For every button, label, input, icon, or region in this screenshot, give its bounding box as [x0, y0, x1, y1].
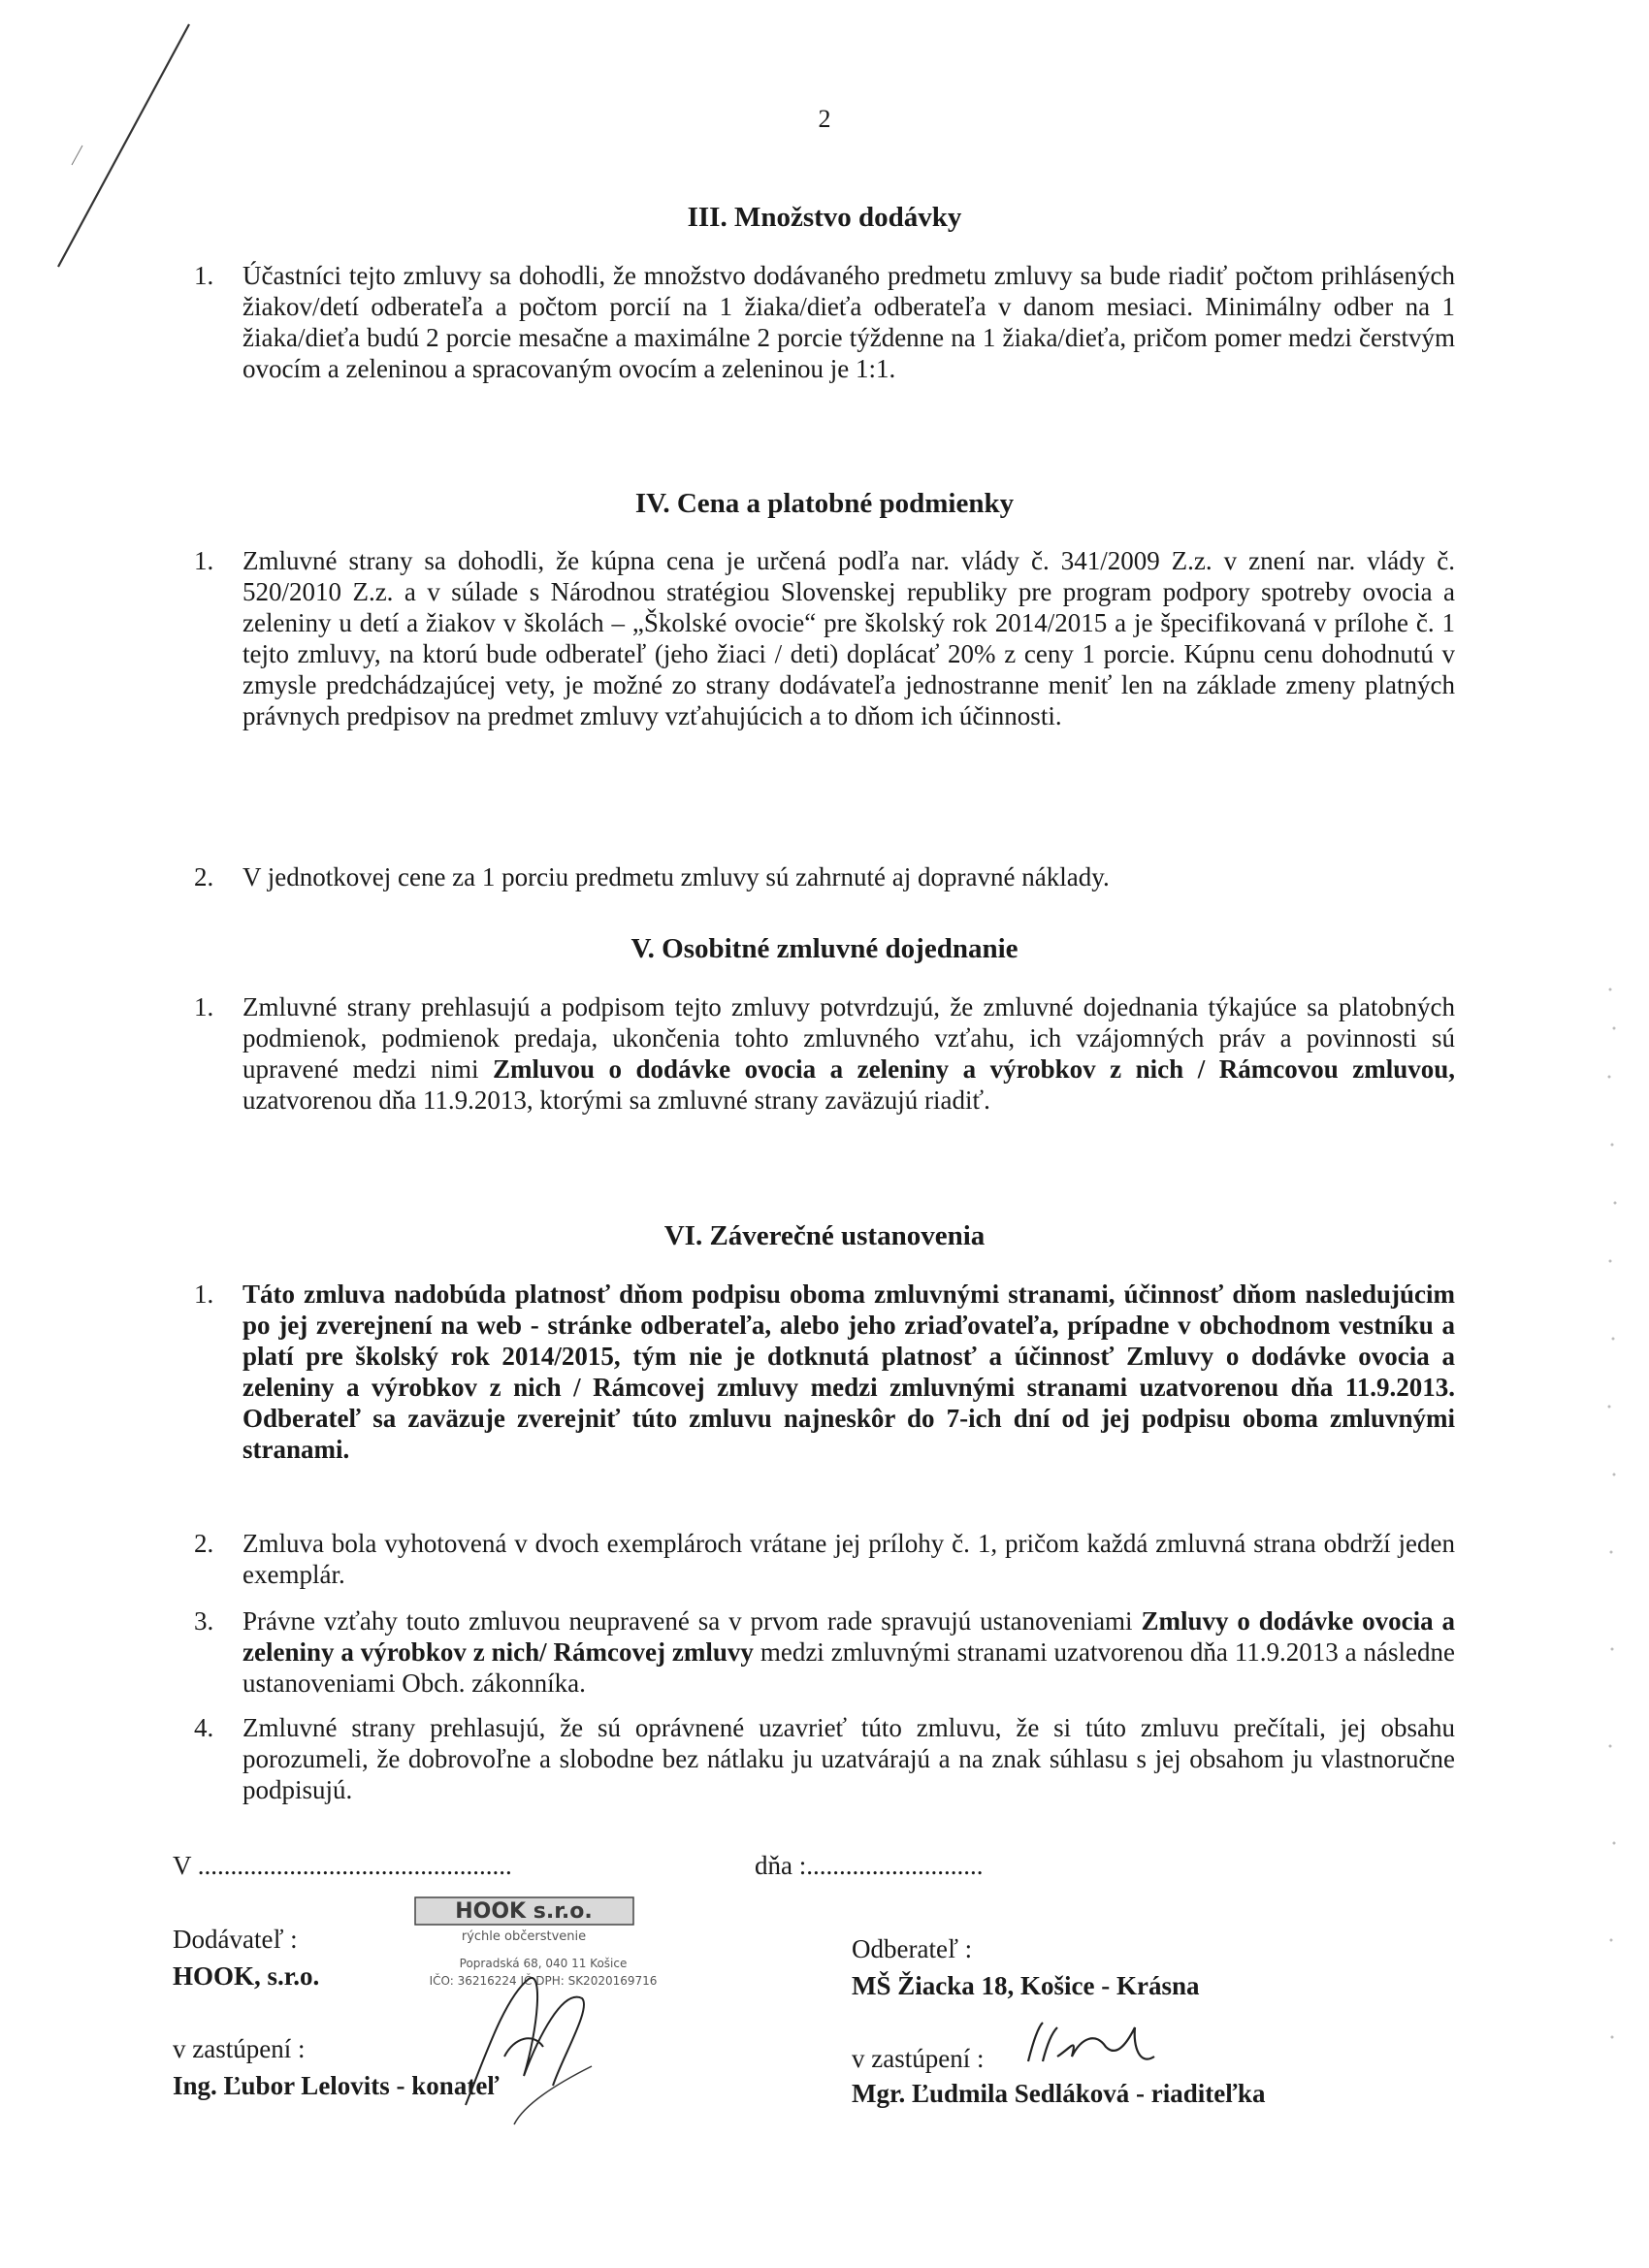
svg-text:rýchle občerstvenie: rýchle občerstvenie	[461, 1929, 587, 1944]
item-number: 2.	[194, 1529, 214, 1558]
customer-rep-name: Mgr. Ľudmila Sedláková - riaditeľka	[852, 2079, 1266, 2108]
svg-text:IČO: 36216224 IČ DPH: SK20201: IČO: 36216224 IČ DPH: SK2020169716	[429, 1974, 658, 1988]
section-item	[194, 991, 1455, 1185]
item-number: 1.	[194, 261, 214, 290]
item-text: Zmluvné strany prehlasujú a podpisom tejto zmluvy potvrdzujú, že zmluvné dojednania týkajúce sa platobných podmienok, podmienok predaja, ukončenia tohto zmluvného vzťahu, ich vzájomných práv a povinnosti sú upravené medzi nimi Zmluvou o dodávke ovocia a zeleniny a výrobkov z nich / Rámcovou zmluvou, uzatvorenou dňa 11.9.2013, ktorými sa zmluvné strany zaväzujú riadiť.	[242, 992, 1455, 1115]
item-number: 1.	[194, 546, 214, 575]
supplier-label: Dodávateľ :	[173, 1925, 298, 1954]
section-item	[194, 1279, 1455, 1511]
section-heading-price: IV. Cena a platobné podmienky	[634, 488, 1015, 519]
supplier-name: HOOK, s.r.o.	[173, 1961, 320, 1991]
supplier-block	[173, 1921, 319, 1994]
page-number: 2	[818, 105, 831, 133]
customer-block	[852, 1930, 1200, 2004]
section-item	[194, 1712, 1455, 1809]
supplier-rep-name: Ing. Ľubor Lelovits - konateľ	[173, 2071, 500, 2100]
item-text: Zmluva bola vyhotovená v dvoch exemplároch vrátane jej prílohy č. 1, pričom každá zmluvná strana obdrží jeden exemplár.	[242, 1529, 1455, 1589]
supplier-rep-label: v zastúpení :	[173, 2034, 306, 2063]
item-text: Právne vzťahy touto zmluvou neupravené sa v prvom rade spravujú ustanoveniami Zmluvy o dodávke ovocia a zeleniny a výrobkov z nich/ Rámcovej zmluvy medzi zmluvnými stranami uzatvorenou dňa 11.9.2013 a následne ustanoveniami Obch. zákonníka.	[242, 1606, 1455, 1698]
signing-date: dňa :...........................	[755, 1851, 984, 1880]
item-number: 3.	[194, 1606, 214, 1636]
customer-rep-label: v zastúpení :	[852, 2044, 985, 2073]
item-number: 2.	[194, 862, 214, 891]
scan-artifact-dots	[1600, 970, 1630, 2134]
referenced-contract: Zmluvy o dodávke ovocia a zeleniny a výrobkov z nich/ Rámcovej zmluvy	[242, 1606, 1455, 1667]
item-text: Zmluvné strany prehlasujú, že sú oprávnené uzavrieť túto zmluvu, že si túto zmluvu prečítali, jej obsahu porozumeli, že dobrovoľne a slobodne bez nátlaku ju uzatvárajú a na znak súhlasu s jej obsahom ju vlastnoručne podpisujú.	[242, 1713, 1455, 1804]
section-heading-special-arrangement: V. Osobitné zmluvné dojednanie	[630, 933, 1018, 964]
section-item	[194, 545, 1455, 836]
customer-label: Odberateľ :	[852, 1934, 973, 1963]
section-heading-final-provisions: VI. Záverečné ustanovenia	[663, 1220, 986, 1251]
referenced-contract: Zmluvou o dodávke ovocia a zeleniny a výrobkov z nich / Rámcovou zmluvou,	[492, 1054, 1455, 1084]
svg-text:HOOK s.r.o.: HOOK s.r.o.	[455, 1899, 593, 1924]
signing-place: V ................................................	[173, 1851, 512, 1880]
section-item	[194, 1605, 1455, 1702]
item-text: Zmluvné strany sa dohodli, že kúpna cena je určená podľa nar. vlády č. 341/2009 Z.z. v znení nar. vlády č. 520/2010 Z.z. a v súlade s Národnou stratégiou Slovenskej republiky pre program podpory spotreby ovocia a zeleniny u detí a žiakov v školách – „Školské ovocie“ pre školský rok 2014/2015 a je špecifikovaná v prílohe č. 1 tejto zmluvy, na ktorú bude odberateľ (jeho žiaci / deti) doplácať 20% z ceny 1 porcie. Kúpnu cenu dohodnutú v zmysle predchádzajúcej vety, je možné zo strany dodávateľa jednostranne meniť len na základe zmeny platných právnych predpisov na predmet zmluvy vzťahujúcich a to dňom ich účinnosti.	[242, 546, 1455, 730]
item-text: Účastníci tejto zmluvy sa dohodli, že množstvo dodávaného predmetu zmluvy sa bude riadiť počtom prihlásených žiakov/detí odberateľa a počtom porcií na 1 žiaka/dieťa odberateľa v danom mesiaci. Minimálny odber na 1 žiaka/dieťa budú 2 porcie mesačne a maximálne 2 porcie týždenne na 1 žiaka/dieťa, pričom pomer medzi čerstvým ovocím a zeleninou a spracovaným ovocím a zeleninou je 1:1.	[242, 261, 1455, 383]
svg-text:Popradská 68, 040 11 Košice: Popradská 68, 040 11 Košice	[459, 1957, 628, 1970]
item-text: V jednotkovej cene za 1 porciu predmetu zmluvy sú zahrnuté aj dopravné náklady.	[242, 862, 1110, 891]
section-heading-quantity: III. Množstvo dodávky	[687, 202, 962, 233]
item-number: 4.	[194, 1713, 214, 1742]
section-item	[194, 861, 1455, 900]
item-number: 1.	[194, 992, 214, 1021]
customer-name: MŠ Žiacka 18, Košice - Krásna	[852, 1971, 1200, 2000]
item-text: Táto zmluva nadobúda platnosť dňom podpisu oboma zmluvnými stranami, účinnosť dňom nasledujúcim po jej zverejnení na web - stránke odberateľa, alebo jeho zriaďovateľa, prípadne v obchodnom vestníku a platí pre školský rok 2014/2015, tým nie je dotknutá platnosť a účinnosť Zmluvy o dodávke ovocia a zeleniny a výrobkov z nich / Rámcovej zmluvy medzi zmluvnými stranami uzatvorenou dňa 11.9.2013. Odberateľ sa zaväzuje zverejniť túto zmluvu najneskôr do 7-ich dní od jej podpisu oboma zmluvnými stranami.	[242, 1280, 1455, 1464]
scan-artifact-line	[39, 19, 213, 272]
section-item	[194, 260, 1455, 444]
item-number: 1.	[194, 1280, 214, 1309]
customer-signature	[1018, 2018, 1164, 2086]
supplier-signature	[446, 1940, 621, 2134]
section-item	[194, 1528, 1455, 1596]
